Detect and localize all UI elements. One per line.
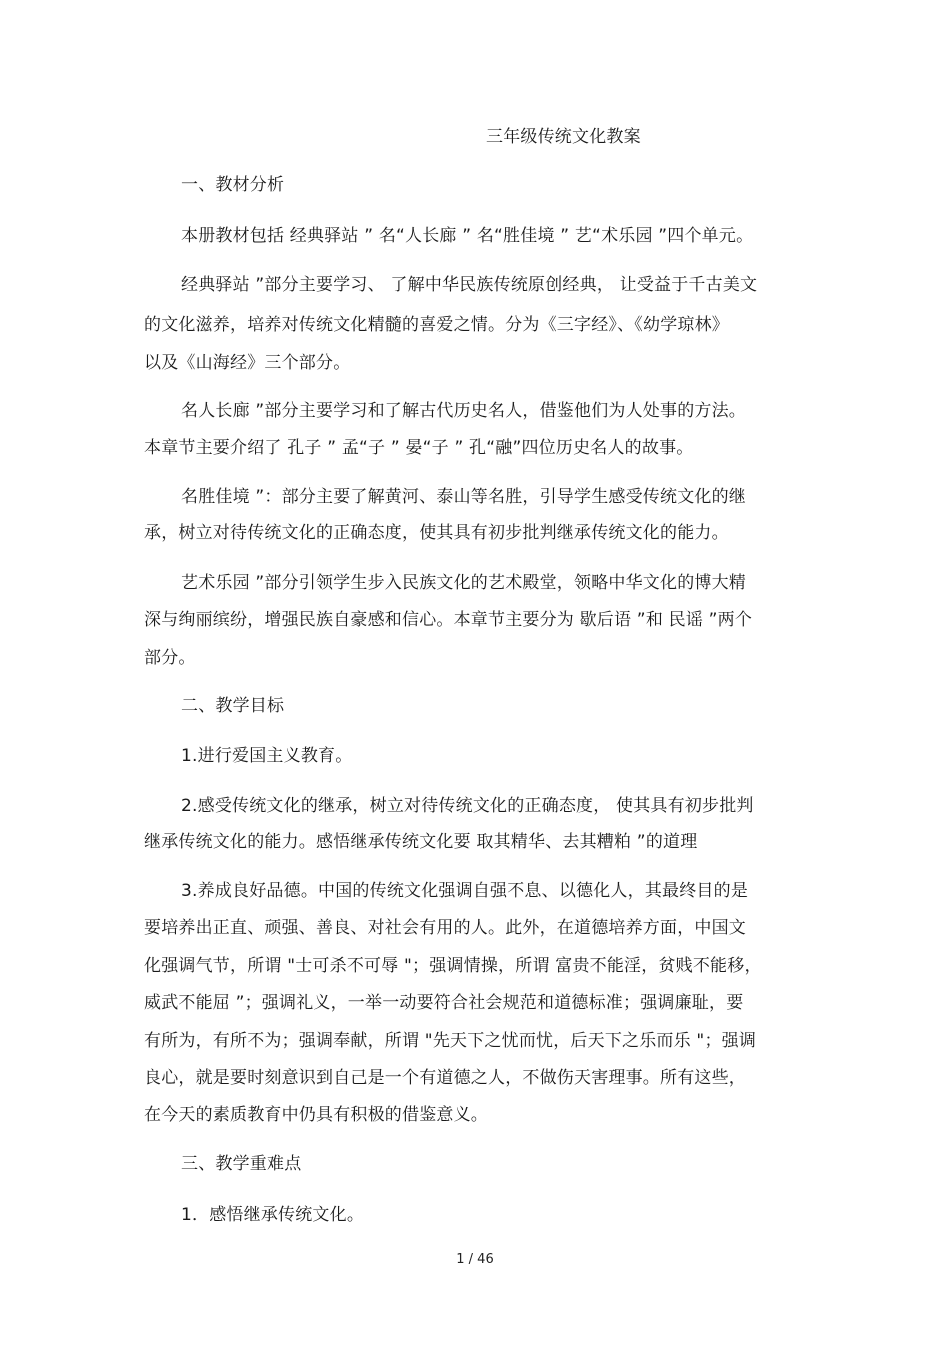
paragraph-line: 要培养出正直、顽强、善良、对社会有用的人。此外，在道德培养方面，中国文 <box>144 918 746 938</box>
paragraph-line: 以及《山海经》三个部分。 <box>144 353 351 373</box>
page-number: 1 / 46 <box>456 1252 494 1267</box>
paragraph-line: 威武不能屈 ”；强调礼义，一举一动要符合社会规范和道德标准；强调廉耻，要 <box>144 993 744 1013</box>
list-item: 1．感悟继承传统文化。 <box>181 1205 365 1225</box>
paragraph-line: 的文化滋养，培养对传统文化精髓的喜爱之情。分为《三字经》、《幼学琼林》 <box>144 315 729 335</box>
paragraph-line: 良心，就是要时刻意识到自己是一个有道德之人，不做伤天害理事。所有这些， <box>144 1068 746 1088</box>
paragraph-line: 经典驿站 ”部分主要学习、 了解中华民族传统原创经典， 让受益于千古美文 <box>181 275 758 295</box>
paragraph-line: 本册教材包括 经典驿站 ” 名“人长廊 ” 名“胜佳境 ” 艺“术乐园 ”四个单元。 <box>181 226 754 246</box>
list-item: 2.感受传统文化的继承，树立对待传统文化的正确态度， 使其具有初步批判 <box>181 796 754 816</box>
section-heading-2: 二、教学目标 <box>181 696 285 716</box>
paragraph-line: 艺术乐园 ”部分引领学生步入民族文化的艺术殿堂，领略中华文化的博大精 <box>181 573 747 593</box>
paragraph-line: 承，树立对待传统文化的正确态度，使其具有初步批判继承传统文化的能力。 <box>144 523 729 543</box>
paragraph-line: 部分。 <box>144 648 196 668</box>
paragraph-line: 深与绚丽缤纷，增强民族自豪感和信心。本章节主要分为 歇后语 ”和 民谣 ”两个 <box>144 610 753 630</box>
paragraph-line: 化强调气节，所谓 "士可杀不可辱 "；强调情操，所谓 富贵不能淫，贫贱不能移， <box>144 956 762 976</box>
section-heading-1: 一、教材分析 <box>181 175 285 195</box>
paragraph-line: 在今天的素质教育中仍具有积极的借鉴意义。 <box>144 1105 488 1125</box>
list-item: 3.养成良好品德。中国的传统文化强调自强不息、以德化人，其最终目的是 <box>181 881 749 901</box>
list-item: 1.进行爱国主义教育。 <box>181 746 353 766</box>
paragraph-line: 名胜佳境 ”：部分主要了解黄河、泰山等名胜，引导学生感受传统文化的继 <box>181 487 747 507</box>
document-title: 三年级传统文化教案 <box>486 127 641 147</box>
paragraph-line: 名人长廊 ”部分主要学习和了解古代历史名人，借鉴他们为人处事的方法。 <box>181 401 747 421</box>
section-heading-3: 三、教学重难点 <box>181 1154 302 1174</box>
paragraph-line: 本章节主要介绍了 孔子 ” 孟“子 ” 晏“子 ” 孔“融”四位历史名人的故事。 <box>144 438 694 458</box>
paragraph-line: 有所为，有所不为；强调奉献，所谓 "先天下之忧而忧，后天下之乐而乐 "；强调 <box>144 1031 757 1051</box>
paragraph-line: 继承传统文化的能力。感悟继承传统文化要 取其精华、去其糟粕 ”的道理 <box>144 832 698 852</box>
